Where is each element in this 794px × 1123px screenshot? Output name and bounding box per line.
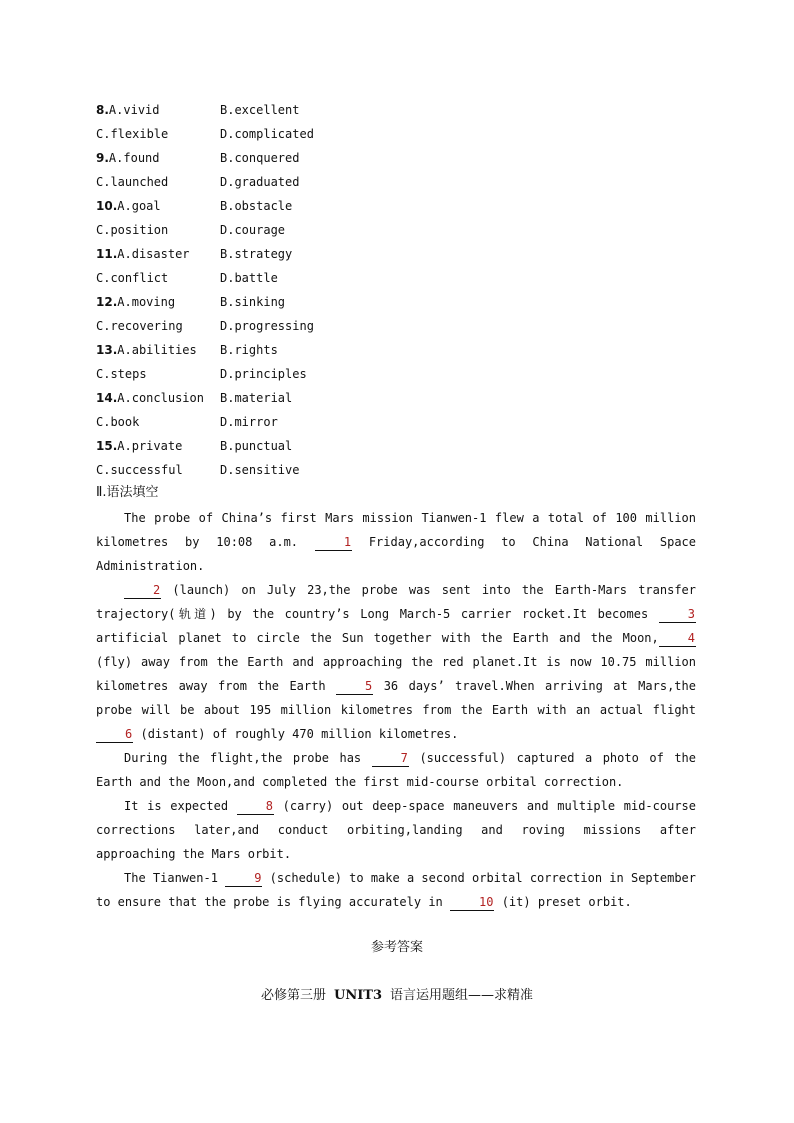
passage-paragraph	[96, 866, 696, 914]
answer-blank[interactable]: 5	[336, 678, 373, 695]
option-b: B.sinking	[220, 295, 286, 309]
passage-text: Friday,according to China National Space Administration.	[96, 535, 696, 573]
passage-paragraph	[96, 506, 696, 578]
unit-title-book: 必修第三册	[260, 988, 326, 1003]
passage-text: 36 days’ travel.When arriving at Mars,the probe will be about 195 million kilometres from the Earth with an actual flight	[96, 679, 696, 717]
answer-blank[interactable]: 1	[315, 534, 352, 551]
passage-text: (launch) on July 23,the probe was sent into the Earth-Mars transfer trajectory(轨道) by the country’s Long March-5 carrier rocket.It becomes	[96, 583, 696, 621]
passage-text: (successful) captured a photo of the Earth and the Moon,and completed the first mid-course orbital correction.	[96, 751, 696, 789]
option-d: D.principles	[220, 367, 307, 381]
passage-text: (carry) out deep-space maneuvers and multiple mid-course corrections later,and conduct orbiting,landing and roving missions after approaching the Mars orbit.	[96, 799, 696, 861]
choice-row	[96, 386, 496, 410]
answer-key-title: 参考答案	[370, 940, 423, 955]
choice-row	[96, 434, 496, 458]
question-number: 13.	[96, 343, 118, 357]
choice-row	[96, 242, 496, 266]
question-number: 8.	[96, 103, 109, 117]
option-c: C.conflict	[96, 271, 169, 285]
option-d: D.mirror	[220, 415, 278, 429]
answer-blank[interactable]: 10	[450, 894, 494, 911]
answer-blank[interactable]: 3	[659, 606, 696, 623]
choice-row	[96, 290, 496, 314]
answer-blank[interactable]: 7	[372, 750, 409, 767]
choice-row	[96, 98, 496, 122]
option-a: A.found	[108, 151, 160, 165]
option-b: B.rights	[220, 343, 278, 357]
option-d: D.battle	[220, 271, 278, 285]
passage-paragraph	[96, 746, 696, 794]
passage-text: (fly) away from the Earth and approaching the red planet.It is now 10.75 million kilometres away from the Earth	[96, 655, 696, 693]
question-number: 11.	[96, 247, 118, 261]
option-b: B.conquered	[220, 151, 300, 165]
answer-blank[interactable]: 4	[659, 630, 696, 647]
passage-text: The probe of China’s first Mars mission Tianwen-1 flew a total of 100 million kilometres by 10:08 a.m.	[96, 511, 696, 549]
choice-row	[96, 146, 496, 170]
option-d: D.courage	[220, 223, 286, 237]
option-d: D.sensitive	[220, 463, 300, 477]
answer-blank[interactable]: 6	[96, 726, 133, 743]
unit-title-topic: 语言运用题组——求精准	[390, 988, 534, 1003]
option-b: B.material	[220, 391, 293, 405]
choice-row	[96, 218, 496, 242]
option-a: A.private	[117, 439, 183, 453]
passage-text: artificial planet to circle the Sun together with the Earth and the Moon,	[96, 631, 659, 645]
option-c: C.book	[96, 415, 140, 429]
choice-row	[96, 362, 496, 386]
multiple-choice-options	[96, 98, 496, 482]
passage-paragraph	[96, 578, 696, 746]
passage-text: (it) preset orbit.	[501, 895, 632, 909]
question-number: 14.	[96, 391, 118, 405]
option-c: C.flexible	[96, 127, 169, 141]
option-c: C.successful	[96, 463, 183, 477]
grammar-fill-passage	[96, 506, 696, 914]
passage-text: During the flight,the probe has	[124, 751, 362, 765]
option-a: A.goal	[117, 199, 161, 213]
question-number: 15.	[96, 439, 118, 453]
choice-row	[96, 338, 496, 362]
option-c: C.steps	[96, 367, 147, 381]
option-d: D.progressing	[220, 319, 314, 333]
option-c: C.position	[96, 223, 169, 237]
section-heading: Ⅱ.语法填空	[96, 485, 159, 500]
option-b: B.strategy	[220, 247, 293, 261]
option-a: A.disaster	[117, 247, 190, 261]
choice-row	[96, 314, 496, 338]
option-c: C.launched	[96, 175, 169, 189]
option-a: A.vivid	[108, 103, 160, 117]
passage-text: (schedule) to make a second orbital correction in September to ensure that the probe is flying accurately in	[96, 871, 697, 909]
option-c: C.recovering	[96, 319, 183, 333]
choice-row	[96, 266, 496, 290]
choice-row	[96, 122, 496, 146]
option-a: A.moving	[117, 295, 176, 309]
option-a: A.conclusion	[117, 391, 204, 405]
choice-row	[96, 410, 496, 434]
unit-title	[0, 986, 794, 1006]
option-d: D.complicated	[220, 127, 314, 141]
option-b: B.excellent	[220, 103, 300, 117]
answer-blank[interactable]: 9	[225, 870, 262, 887]
choice-row	[96, 458, 496, 482]
question-number: 9.	[96, 151, 109, 165]
passage-text: It is expected	[124, 799, 229, 813]
passage-text: (distant) of roughly 470 million kilometres.	[140, 727, 459, 741]
answer-blank[interactable]: 8	[237, 798, 274, 815]
option-b: B.obstacle	[220, 199, 293, 213]
unit-title-code: UNIT3	[333, 988, 383, 1003]
choice-row	[96, 194, 496, 218]
question-number: 12.	[96, 295, 118, 309]
passage-text: The Tianwen-1	[124, 871, 218, 885]
option-d: D.graduated	[220, 175, 300, 189]
answer-blank[interactable]: 2	[124, 582, 161, 599]
passage-paragraph	[96, 794, 696, 866]
option-a: A.abilities	[117, 343, 197, 357]
option-b: B.punctual	[220, 439, 293, 453]
question-number: 10.	[96, 199, 118, 213]
choice-row	[96, 170, 496, 194]
